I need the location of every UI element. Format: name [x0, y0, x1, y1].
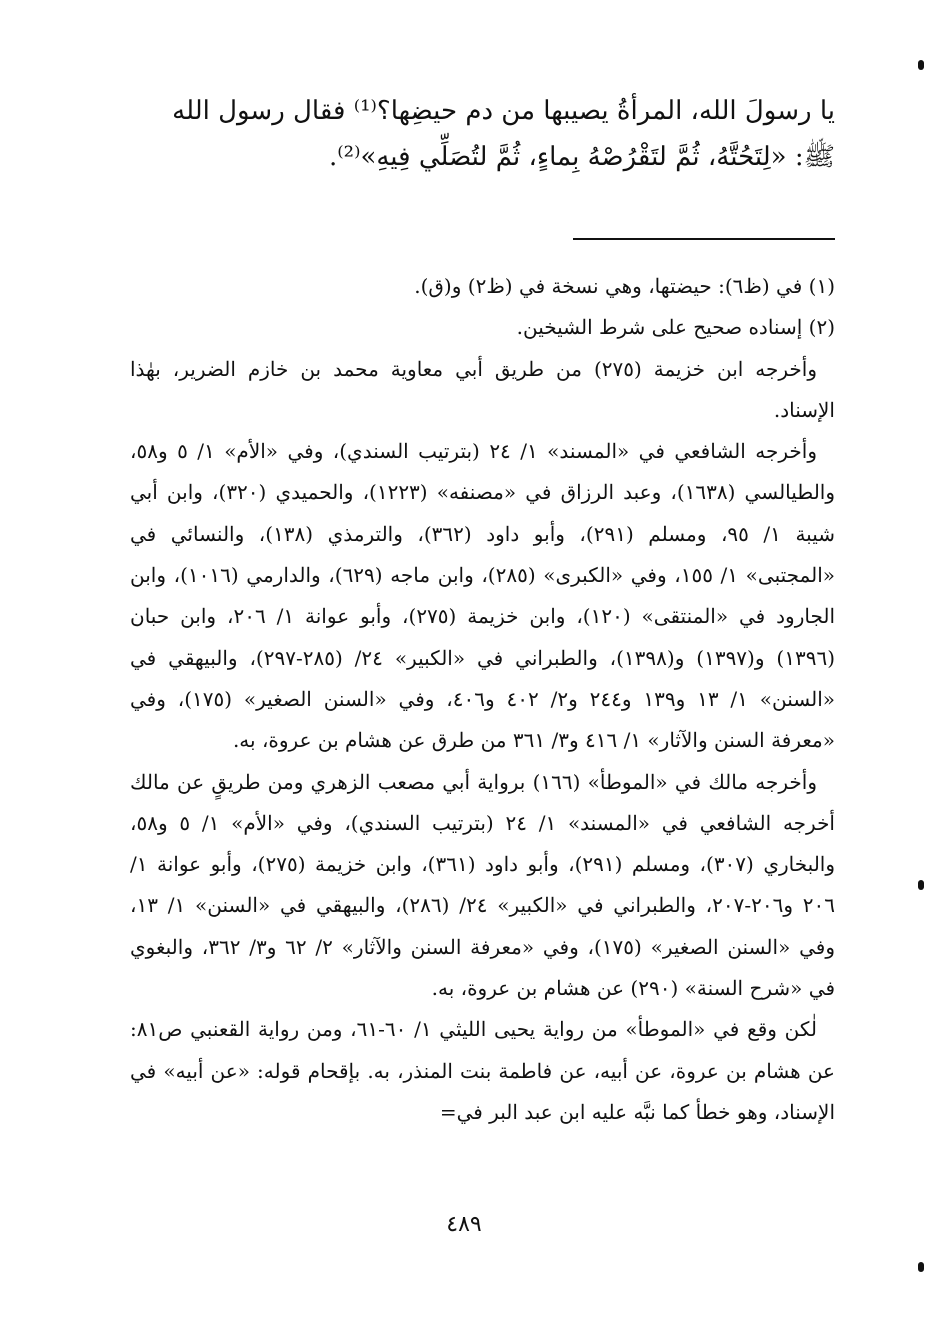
page-body: [130, 88, 836, 1124]
scan-mark: [918, 60, 924, 70]
main-line-1: يا رسولَ الله، المرأةُ يصيبها من دم حيضِها؟⁽¹⁾ فقال رسول الله: [172, 96, 835, 126]
footnote-paragraph: لٰكن وقع في «الموطأ» من رواية يحيى الليثي ١/ ٦٠-٦١، ومن رواية القعنبي ص٨١: عن هشام بن عروة، عن أبيه، عن فاطمة بنت المنذر، به. بإقحام قوله: «عن أبيه» في الإسناد، وهو خطأ كما نبَّه عليه ابن عبد البر في=: [130, 1017, 835, 1124]
footnote-paragraph: وأخرجه ابن خزيمة (٢٧٥) من طريق أبي معاوية محمد بن خازم الضرير، بهٰذا الإسناد.: [130, 356, 835, 422]
footnote-1: (١) في (ظ٦): حيضتها، وهي نسخة في (ظ٢) و(ق).: [414, 274, 835, 298]
page-number: ٤٨٩: [446, 1212, 482, 1237]
footnote-paragraph: وأخرجه مالك في «الموطأ» (١٦٦) برواية أبي مصعب الزهري ومن طريقٍ عن مالك أخرجه الشافعي في «المسند» ١/ ٢٤ (بترتيب السندي)، وفي «الأم» ١/ ٥ و٥٨، والبخاري (٣٠٧)، ومسلم (٢٩١)، وأبو داود (٣٦١)، وابن خزيمة (٢٧٥)، وأبو عوانة ١/ ٢٠٦ و٢٠٦-٢٠٧، والطبراني في «الكبير» ٢٤/ (٢٨٦)، والبيهقي في «السنن» ١/ ١٣، وفي «السنن الصغير» (١٧٥)، وفي «معرفة السنن والآثار» ٢/ ٦٢ و٣/ ٣٦٢، والبغوي في «شرح السنة» (٢٩٠) عن هشام بن عروة، به.: [130, 769, 836, 1001]
footnote-paragraph: وأخرجه الشافعي في «المسند» ١/ ٢٤ (بترتيب السندي)، وفي «الأم» ١/ ٥ و٥٨، والطيالسي (١٦٣٨)، وعبد الرزاق في «مصنفه» (١٢٢٣)، والحميدي (٣٢٠)، وابن أبي شيبة ١/ ٩٥، ومسلم (٢٩١)، وأبو داود (٣٦٢)، والترمذي (١٣٨)، والنسائي في «المجتبى» ١/ ١٥٥، وفي «الكبرى» (٢٨٥)، وابن ماجه (٦٢٩)، والدارمي (١٠١٦)، وابن الجارود في «المنتقى» (١٢٠)، وابن خزيمة (٢٧٥)، وأبو عوانة ١/ ٢٠٦، وابن حبان (١٣٩٦) و(١٣٩٧) و(١٣٩٨)، والطبراني في «الكبير» ٢٤/ (٢٨٥-٢٩٧)، والبيهقي في «السنن» ١/ ١٣ و١٣٩ و٢٤٤ و٢/ ٤٠٢ و٤٠٦، وفي «السنن الصغير» (١٧٥)، وفي «معرفة السنن والآثار» ١/ ٤١٦ و٣/ ٣٦١ من طرق عن هشام بن عروة، به.: [130, 439, 836, 753]
main-line-2: ﷺ: «لِتَحُتَّهُ، ثُمَّ لتَقْرُصْهُ بِماءٍ، ثُمَّ لتُصَلِّي فِيهِ»⁽²⁾.: [328, 142, 835, 172]
main-text: [130, 88, 835, 180]
scan-mark: [918, 1262, 924, 1272]
footnote-separator: [573, 238, 835, 240]
footnotes: [130, 266, 835, 1133]
scan-mark: [918, 880, 924, 890]
footnote-2: (٢) إسناده صحيح على شرط الشيخين.: [516, 315, 835, 340]
